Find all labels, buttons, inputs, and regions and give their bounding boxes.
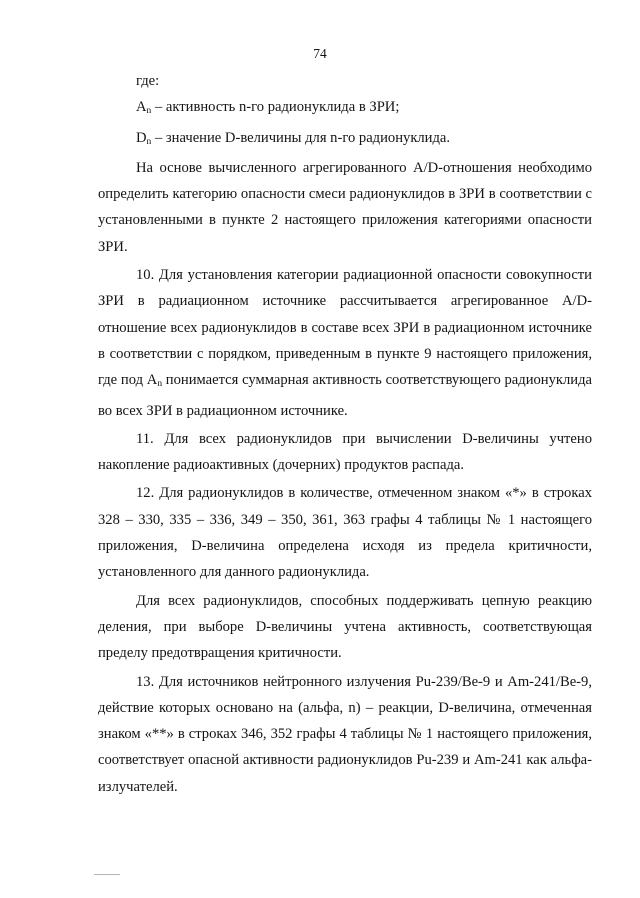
paragraph-13: 13. Для источников нейтронного излучения Pu-239/Be-9 и Am-241/Be-9, действие которых основано на (альфа, n) – реакции, D-величина, отмеченная знаком «**» в строках 346, 352 графы 4 таблицы № 1 настоящего приложения, соответствует опасной активности радионуклидов Pu-239 и Am-241 как альфа-излучателей. (98, 673, 592, 795)
paragraph-10-text-a: 10. Для установления категории радиационной опасности совокупности ЗРИ в радиационном источнике рассчитывается агрегированное A/D-отношение всех радионуклидов в составе всех ЗРИ в радиационном источнике в соответствии с порядком, приведенным в пункте 9 настоящего приложения, где под A (98, 267, 592, 389)
definition-dn-subscript: n (146, 136, 152, 147)
definition-an-subscript: n (146, 106, 152, 117)
where-label: где: (136, 73, 160, 89)
scan-artifact-line (94, 874, 120, 875)
definition-dn-text: – значение D-величины для n-го радионуклида. (151, 129, 451, 146)
definition-an (98, 94, 592, 124)
definition-dn (98, 125, 592, 155)
paragraph-10-text-b: понимается суммарная активность соответствующего радионуклида во всех ЗРИ в радиационном источнике. (98, 372, 592, 419)
paragraph-10 (98, 262, 592, 424)
page-number: 74 (313, 46, 327, 61)
paragraph-basis: На основе вычисленного агрегированного A/D-отношения необходимо определить категорию опасности смеси радионуклидов в ЗРИ в соответствии с установленными в пункте 2 настоящего приложения категориями опасности ЗРИ. (98, 159, 592, 255)
paragraph-12-continuation: Для всех радионуклидов, способных поддерживать цепную реакцию деления, при выборе D-величины учтена активность, соответствующая пределу предотвращения критичности. (98, 592, 592, 662)
definition-dn-symbol: D (136, 129, 147, 146)
document-body (98, 68, 592, 800)
paragraph-11: 11. Для всех радионуклидов при вычислении D-величины учтено накопление радиоактивных (дочерних) продуктов распада. (98, 430, 592, 474)
paragraph-10-subscript: n (157, 379, 163, 390)
definition-an-symbol: A (136, 99, 147, 116)
definition-an-text: – активность n-го радионуклида в ЗРИ; (151, 99, 400, 116)
paragraph-12: 12. Для радионуклидов в количестве, отмеченном знаком «*» в строках 328 – 330, 335 – 336, 349 – 350, 361, 363 графы 4 таблицы № 1 настоящего приложения, D-величина определена исходя из предела критичности, установленного для данного радионуклида. (98, 485, 592, 581)
